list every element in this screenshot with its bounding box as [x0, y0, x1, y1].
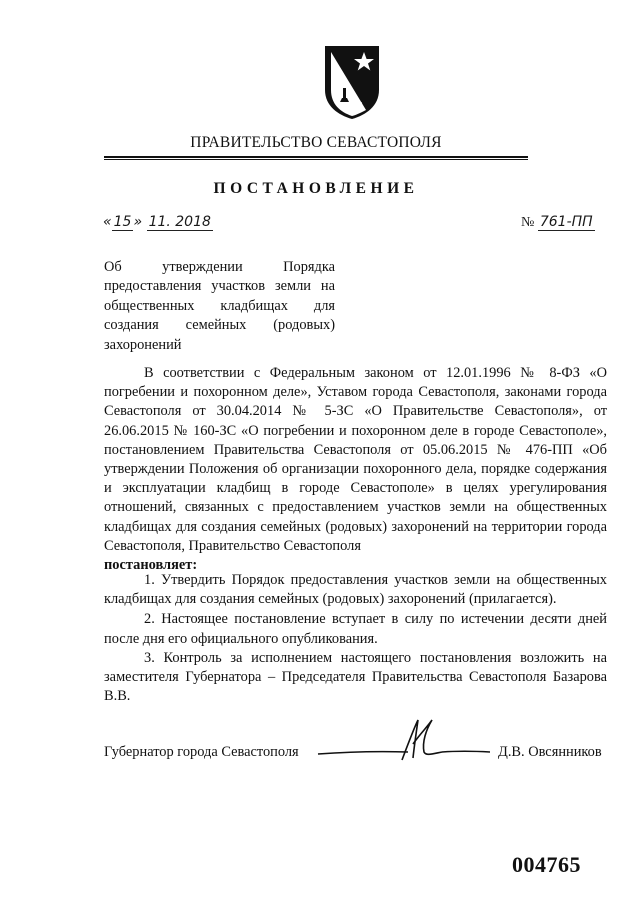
date-month-year: 11. 2018 — [148, 214, 211, 230]
document-number: № 761-ПП — [521, 214, 593, 230]
subject-line: Об утверждении Порядка — [104, 259, 335, 275]
subject-line: предоставления участков земли на — [104, 278, 335, 295]
preamble-text: В соответствии с Федеральным законом от 12.01.1996 № 8-ФЗ «О погребении и похоронном деле», Уставом города Севастополя, законами города Севастополя от 30.04.2014 № 5-ЗС «О Правительстве Севастополя», от 26.06.2015 № 160-ЗС «О погребении и похоронном деле в городе Севастополе», постановлением Правительства Севастополя от 05.06.2015 № 476-ПП «Об утверждении Положения об организации похоронного дела, порядке содержания и эксплуатации кладбищ в городе Севастополе» в целях урегулирования отношений, связанных с предоставлением участков земли на общественных кладбищах для создания семейных (родовых) захоронений на территории города Севастополя, Правительство Севастополя — [104, 365, 607, 554]
signatory-name: Д.В. Овсянников — [498, 744, 602, 760]
header-rule-thin — [104, 159, 528, 160]
document-type-heading: ПОСТАНОВЛЕНИЕ — [213, 180, 419, 197]
signatory-position: Губернатор города Севастополя — [104, 744, 299, 760]
resolution-items — [104, 571, 607, 706]
resolution-item: 2. Настоящее постановление вступает в силу по истечении десяти дней после дня его официального опубликования. — [104, 611, 607, 647]
document-date: « 15 » 11. 2018 — [103, 214, 211, 230]
handwritten-signature — [316, 714, 492, 766]
subject-line: создания семейных (родовых) — [104, 317, 335, 334]
resolves-word: постановляет: — [104, 557, 198, 574]
preamble-paragraph — [104, 364, 607, 575]
header-rule-thick — [104, 156, 528, 158]
resolution-item: 3. Контроль за исполнением настоящего постановления возложить на заместителя Губернатора – Председателя Правительства Севастополя Базарова В.В. — [104, 649, 607, 705]
subject-line: общественных кладбищах для — [104, 297, 335, 314]
subject-line: захоронений — [104, 336, 182, 353]
coat-of-arms-emblem — [322, 44, 382, 120]
organization-title: ПРАВИТЕЛЬСТВО СЕВАСТОПОЛЯ — [190, 134, 442, 151]
document-number-value: 761-ПП — [539, 214, 593, 230]
registration-number: 004765 — [512, 852, 581, 877]
date-day: 15 — [113, 214, 132, 230]
document-subject — [104, 258, 335, 355]
resolution-item: 1. Утвердить Порядок предоставления участков земли на общественных кладбищах для создания семейных (родовых) захоронений (прилагается). — [104, 572, 607, 608]
